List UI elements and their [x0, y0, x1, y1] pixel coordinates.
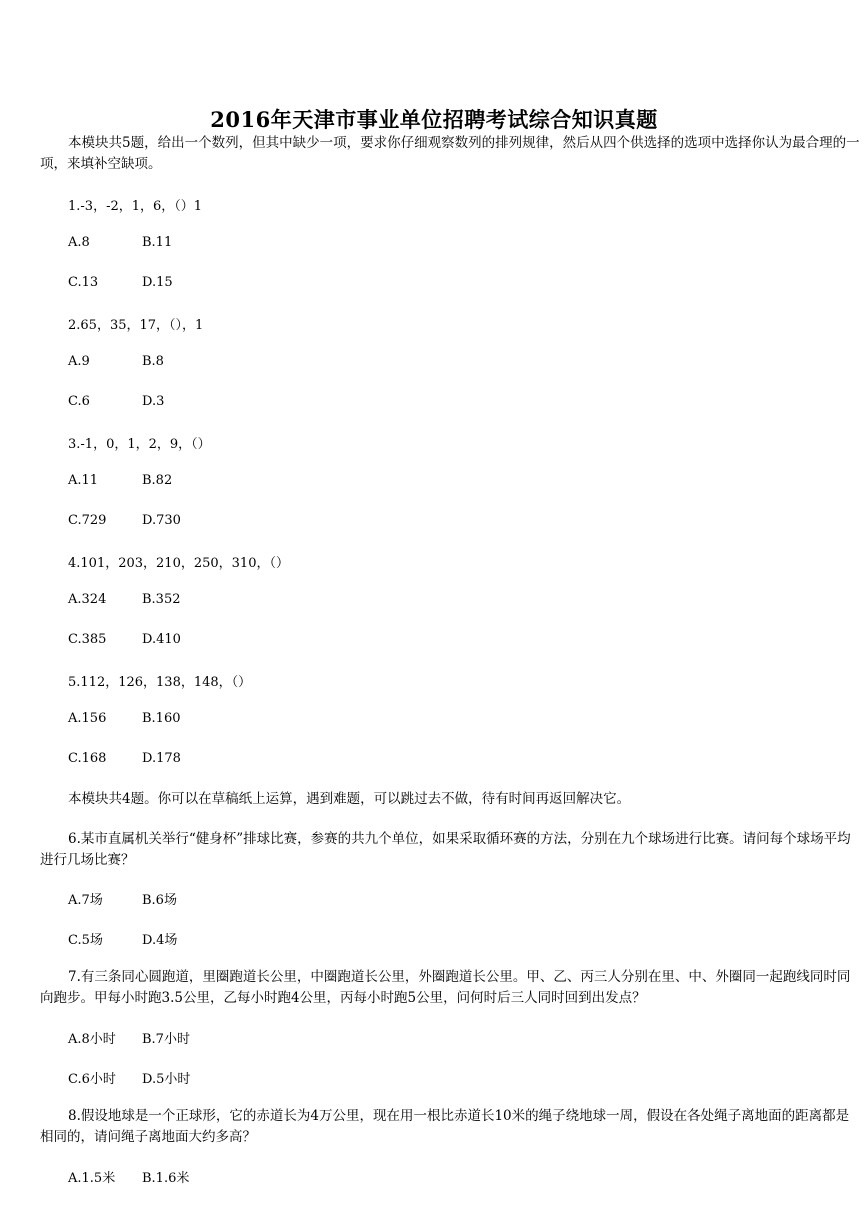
question-7-stem: 7.有三条同心圆跑道，里圈跑道长公里，中圈跑道长公里，外圈跑道长公里。甲、乙、丙三人分别在里、中、外圈同一起跑线同时同向跑步。甲每小时跑3.5公里，乙每小时跑4公里，丙每小时跑5公里，问何时后三人同时回到出发点？	[40, 969, 851, 1006]
question-7-options-cd	[68, 1068, 190, 1087]
option-c: C.168	[68, 751, 107, 766]
option-a: A.156	[68, 711, 107, 726]
question-3-stem: 3.-1，0，1，2，9，（）	[68, 437, 211, 452]
option-b: B.8	[142, 354, 164, 369]
question-6-options-ab	[68, 889, 177, 908]
option-b: B.160	[142, 711, 181, 726]
question-1-options-cd	[68, 275, 173, 290]
option-c: C.13	[68, 275, 99, 290]
question-4-options-cd	[68, 632, 181, 647]
question-2-options-ab	[68, 354, 164, 369]
option-b: B.6场	[142, 893, 177, 908]
option-a: A.11	[68, 473, 99, 488]
question-8-options-ab	[68, 1167, 189, 1186]
option-d: D.15	[142, 275, 173, 290]
question-1-options-ab	[68, 235, 172, 250]
option-d: D.3	[142, 394, 165, 409]
option-b: B.11	[142, 235, 173, 250]
question-4-stem: 4.101，203，210，250，310，（）	[68, 556, 289, 571]
question-7-options-ab	[68, 1028, 190, 1047]
option-c: C.385	[68, 632, 107, 647]
question-5-options-cd	[68, 751, 181, 766]
option-d: D.4场	[142, 933, 178, 948]
option-b: B.82	[142, 473, 173, 488]
question-8-stem: 8.假设地球是一个正球形，它的赤道长为4万公里，现在用一根比赤道长10米的绳子绕地球一周，假设在各处绳子离地面的距离都是相同的，请问绳子离地面大约多高？	[40, 1108, 850, 1145]
question-6-options-cd	[68, 929, 177, 948]
option-a: A.8小时	[68, 1032, 116, 1047]
question-6-stem: 6.某市直属机关举行“健身杯”排球比赛，参赛的共九个单位，如果采取循环赛的方法，分别在九个球场进行比赛。请问每个球场平均进行几场比赛？	[40, 831, 851, 868]
question-1-stem: 1.-3，-2，1，6，（）1	[68, 199, 203, 214]
option-a: A.1.5米	[68, 1171, 116, 1186]
page-title: 2016年天津市事业单位招聘考试综合知识真题	[210, 107, 658, 132]
option-d: D.410	[142, 632, 181, 647]
question-5-stem: 5.112，126，138，148，（）	[68, 675, 252, 690]
section-intro-1: 本模块共5题，给出一个数列，但其中缺少一项，要求你仔细观察数列的排列规律，然后从四个供选择的选项中选择你认为最合理的一项，来填补空缺项。	[40, 135, 860, 172]
section-intro-2: 本模块共4题。你可以在草稿纸上运算，遇到难题，可以跳过去不做，待有时间再返回解决它。	[68, 791, 631, 807]
option-c: C.6小时	[68, 1072, 116, 1087]
option-b: B.1.6米	[142, 1171, 190, 1186]
option-c: C.729	[68, 513, 107, 528]
option-b: B.352	[142, 592, 181, 607]
question-5-options-ab	[68, 711, 181, 726]
option-a: A.324	[68, 592, 107, 607]
question-4-options-ab	[68, 592, 181, 607]
question-3-options-ab	[68, 473, 172, 488]
option-d: D.730	[142, 513, 181, 528]
option-b: B.7小时	[142, 1032, 190, 1047]
question-2-stem: 2.65，35，17，（），1	[68, 318, 204, 333]
option-a: A.9	[68, 354, 90, 369]
option-d: D.178	[142, 751, 181, 766]
option-c: C.5场	[68, 933, 103, 948]
option-c: C.6	[68, 394, 90, 409]
option-a: A.7场	[68, 893, 103, 908]
question-2-options-cd	[68, 394, 164, 409]
option-d: D.5小时	[142, 1072, 191, 1087]
question-3-options-cd	[68, 513, 181, 528]
option-a: A.8	[68, 235, 90, 250]
